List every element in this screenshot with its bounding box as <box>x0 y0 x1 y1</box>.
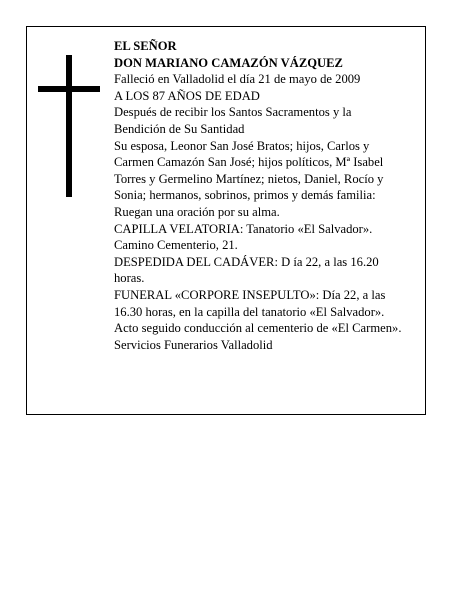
family-line-3: Torres y Germelino Martínez; nietos, Daniel, Rocío y <box>114 171 384 186</box>
sacraments-line-2: Bendición de Su Santidad <box>114 121 245 136</box>
death-date-line: Falleció en Valladolid el día 21 de mayo de 2009 <box>114 72 361 87</box>
obituary-text <box>114 38 432 353</box>
wake-chapel-line-1: CAPILLA VELATORIA: Tanatorio «El Salvador». <box>114 221 373 236</box>
cross-vertical-bar <box>66 55 72 197</box>
family-line-1: Su esposa, Leonor San José Bratos; hijos, Carlos y <box>114 138 370 153</box>
deceased-title: EL SEÑOR <box>114 39 177 53</box>
farewell-line-2: horas. <box>114 271 145 286</box>
funeral-line-1: FUNERAL «CORPORE INSEPULTO»: Día 22, a las <box>114 287 386 302</box>
sacraments-line-1: Después de recibir los Santos Sacramentos y la <box>114 105 352 120</box>
deceased-name: DON MARIANO CAMAZÓN VÁZQUEZ <box>114 55 343 70</box>
farewell-line-1: DESPEDIDA DEL CADÁVER: D ía 22, a las 16.20 <box>114 254 379 269</box>
cross-icon <box>38 55 100 197</box>
prayer-request: Ruegan una oración por su alma. <box>114 204 280 219</box>
cemetery-line: Acto seguido conducción al cementerio de «El Carmen». <box>114 321 402 336</box>
wake-chapel-line-2: Camino Cementerio, 21. <box>114 238 238 253</box>
funeral-line-2: 16.30 horas, en la capilla del tanatorio «El Salvador». <box>114 304 385 319</box>
funeral-services-provider: Servicios Funerarios Valladolid <box>114 337 273 352</box>
family-line-4: Sonia; hermanos, sobrinos, primos y demás familia: <box>114 188 376 203</box>
family-line-2: Carmen Camazón San José; hijos políticos, Mª Isabel <box>114 155 384 170</box>
age-line: A LOS 87 AÑOS DE EDAD <box>114 88 260 103</box>
cross-horizontal-bar <box>38 86 100 92</box>
